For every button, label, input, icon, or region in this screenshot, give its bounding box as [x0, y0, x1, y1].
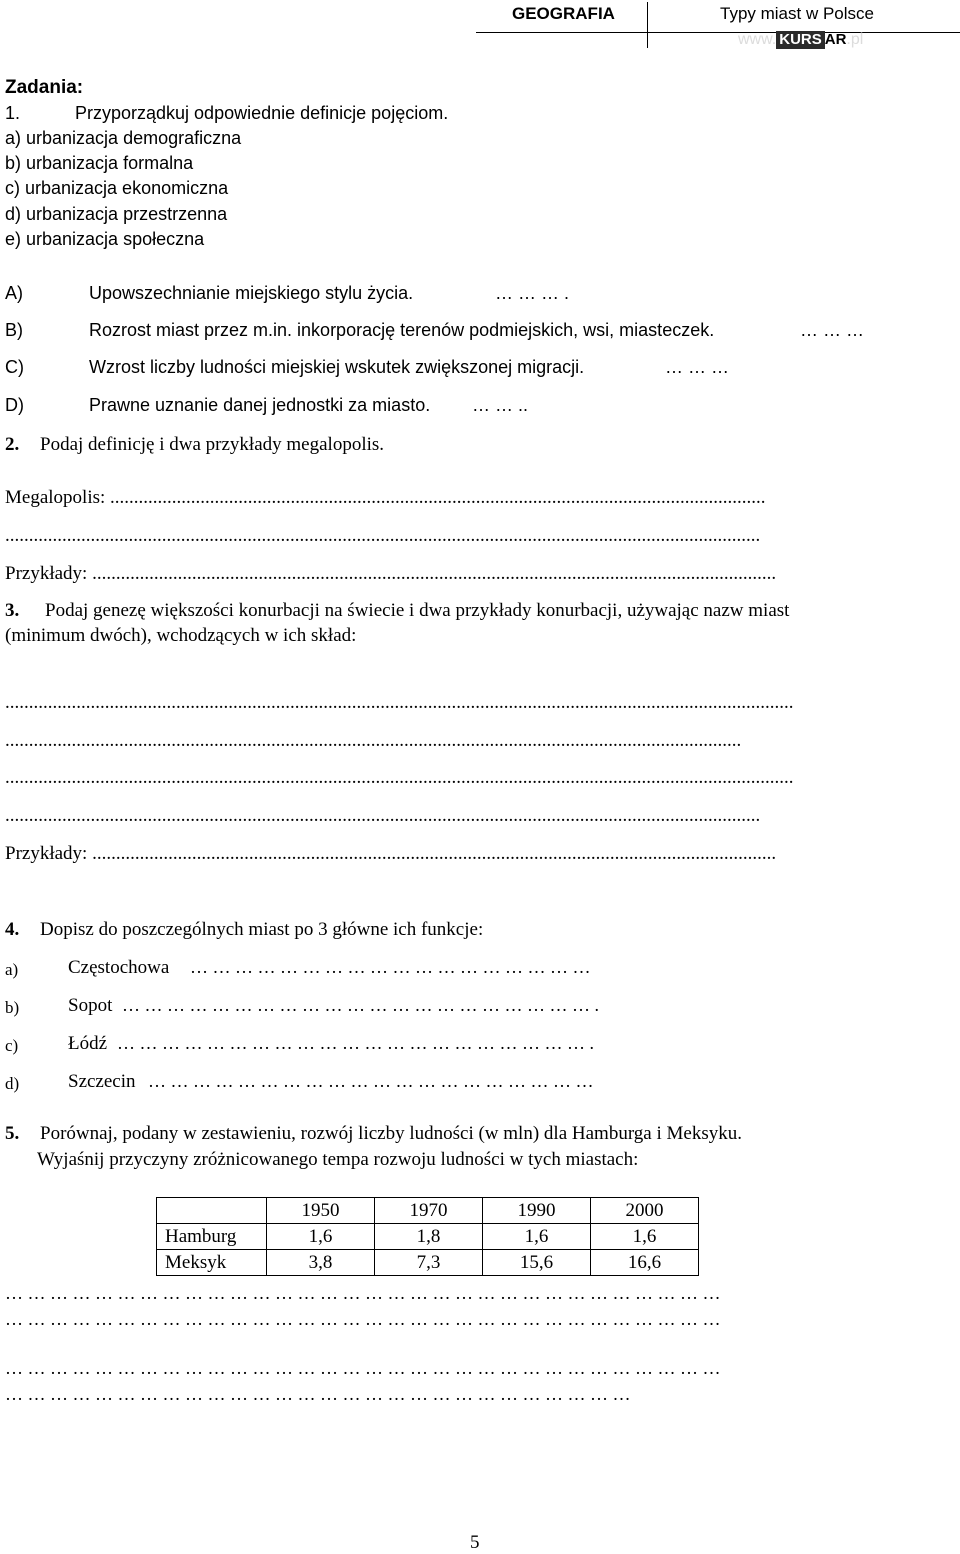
term-d: d) urbanizacja przestrzenna [5, 204, 228, 224]
term-a: a) urbanizacja demograficzna [5, 128, 242, 148]
term-b: b) urbanizacja formalna [5, 153, 194, 173]
def-a-text: Upowszechnianie miejskiego stylu życia. [89, 283, 414, 303]
city-a-blank[interactable]: … … … … … … … … … … … … … … … … … … [190, 957, 591, 977]
task3-instruction-line2: (minimum dwóch), wchodzących w ich skład: [5, 625, 357, 646]
term-c: c) urbanizacja ekonomiczna [5, 178, 229, 198]
table-cell: 1,6 [483, 1224, 591, 1250]
table-cell: 1,6 [591, 1224, 699, 1250]
def-a-blank[interactable]: … … … . [495, 283, 570, 303]
def-b-blank[interactable]: … … … [800, 320, 865, 340]
def-d-text: Prawne uznanie danej jednostki za miasto. [89, 395, 431, 415]
megalopolis-examples-line[interactable]: Przykłady: ................................................................................................................................................ [5, 563, 777, 584]
task2-number: 2. [5, 434, 20, 455]
logo-box: KURS [776, 31, 825, 49]
header-title: Typy miast w Polsce [720, 4, 874, 23]
def-b-letter: B) [5, 320, 23, 340]
kursar-logo [738, 31, 863, 49]
city-c-letter: c) [5, 1036, 19, 1055]
header-separator [647, 2, 648, 48]
logo-prefix: www. [738, 31, 777, 48]
conurbation-answer-line-2[interactable]: ........................................................................................................................................................... [5, 730, 742, 751]
year-1990: 1990 [483, 1198, 591, 1224]
conurbation-answer-line-1[interactable]: ...................................................................................................................................................................... [5, 692, 794, 713]
table-header-row [157, 1198, 699, 1224]
tasks-heading: Zadania: [5, 77, 84, 98]
task5-instruction-line1: Porównaj, podany w zestawieniu, rozwój liczby ludności (w mln) dla Hamburga i Meksyku. [40, 1123, 742, 1144]
task5-instruction-line2: Wyjaśnij przyczyny zróżnicowanego tempa rozwoju ludności w tych miastach: [37, 1149, 639, 1170]
task1-number: 1. [5, 103, 21, 123]
task3-number: 3. [5, 600, 20, 621]
task3-instruction-line1: Podaj genezę większości konurbacji na świecie i dwa przykłady konurbacji, używając nazw miast [45, 600, 790, 621]
task5-answer-line-3[interactable]: … … … … … … … … … … … … … … … … … … … … … … … … … … … … … … … … [5, 1358, 721, 1378]
task5-answer-line-2[interactable]: … … … … … … … … … … … … … … … … … … … … … … … … … … … … … … … … [5, 1309, 721, 1329]
conurbation-examples-line[interactable]: Przykłady: ................................................................................................................................................ [5, 843, 777, 864]
population-table [156, 1197, 699, 1276]
megalopolis-line[interactable]: Megalopolis: .......................................................................................................................................... [5, 487, 766, 508]
city-a-name: Częstochowa [68, 957, 170, 978]
city-a-letter: a) [5, 960, 19, 979]
def-c-blank[interactable]: … … … [665, 357, 730, 377]
task5-answer-line-4[interactable]: … … … … … … … … … … … … … … … … … … … … … … … … … … … … [5, 1384, 631, 1404]
city-b-letter: b) [5, 998, 20, 1017]
table-cell: 1,6 [267, 1224, 375, 1250]
table-row-meksyk [157, 1250, 699, 1276]
page-number: 5 [470, 1532, 480, 1553]
def-c-letter: C) [5, 357, 24, 377]
task5-number: 5. [5, 1123, 20, 1144]
task5-answer-line-1[interactable]: … … … … … … … … … … … … … … … … … … … … … … … … … … … … … … … … [5, 1283, 721, 1303]
conurbation-answer-line-3[interactable]: ...................................................................................................................................................................... [5, 767, 794, 788]
task4-instruction: Dopisz do poszczególnych miast po 3 główne ich funkcje: [40, 919, 484, 940]
table-corner-cell [157, 1198, 267, 1224]
logo-ar: AR [824, 31, 847, 48]
logo-suffix: .pl [846, 31, 864, 48]
year-1970: 1970 [375, 1198, 483, 1224]
def-c-text: Wzrost liczby ludności miejskiej wskutek zwiększonej migracji. [89, 357, 585, 377]
header-rule [476, 32, 960, 33]
term-e: e) urbanizacja społeczna [5, 229, 205, 249]
table-row-hamburg [157, 1224, 699, 1250]
header-subject: GEOGRAFIA [512, 4, 615, 23]
table-cell: 15,6 [483, 1250, 591, 1276]
def-d-blank[interactable]: … … .. [472, 395, 529, 415]
city-b-blank[interactable]: … … … … … … … … … … … … … … … … … … … … … . [122, 995, 599, 1015]
table-cell: 16,6 [591, 1250, 699, 1276]
city-d-blank[interactable]: … … … … … … … … … … … … … … … … … … … … [148, 1071, 594, 1091]
table-cell: 1,8 [375, 1224, 483, 1250]
def-a-letter: A) [5, 283, 23, 303]
def-d-letter: D) [5, 395, 24, 415]
city-d-name: Szczecin [68, 1071, 136, 1092]
row-label-hamburg: Hamburg [157, 1224, 267, 1250]
task2-instruction: Podaj definicję i dwa przykłady megalopolis. [40, 434, 385, 455]
year-2000: 2000 [591, 1198, 699, 1224]
year-1950: 1950 [267, 1198, 375, 1224]
row-label-meksyk: Meksyk [157, 1250, 267, 1276]
city-d-letter: d) [5, 1074, 20, 1093]
megalopolis-line-2[interactable]: ............................................................................................................................................................... [5, 525, 761, 546]
task4-number: 4. [5, 919, 20, 940]
conurbation-answer-line-4[interactable]: ............................................................................................................................................................... [5, 805, 761, 826]
city-c-blank[interactable]: … … … … … … … … … … … … … … … … … … … … … . [117, 1033, 594, 1053]
table-cell: 3,8 [267, 1250, 375, 1276]
task1-instruction: Przyporządkuj odpowiednie definicje pojęciom. [75, 103, 449, 123]
city-b-name: Sopot [68, 995, 113, 1016]
city-c-name: Łódź [68, 1033, 108, 1054]
def-b-text: Rozrost miast przez m.in. inkorporację terenów podmiejskich, wsi, miasteczek. [89, 320, 715, 340]
table-cell: 7,3 [375, 1250, 483, 1276]
